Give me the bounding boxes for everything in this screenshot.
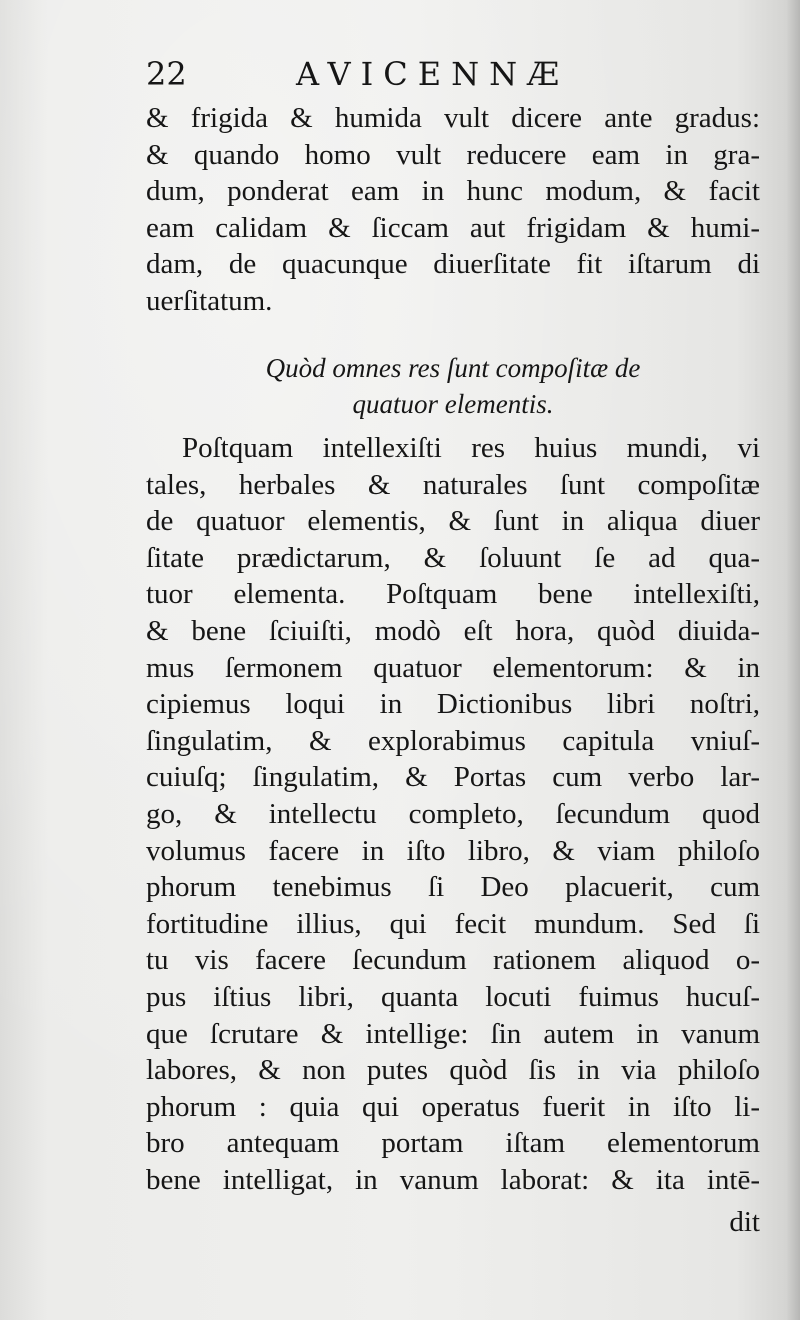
text-line: labores, & non putes quòd ſis in via philoſo [146, 1054, 760, 1087]
text-line: ſitate prædictarum, & ſoluunt ſe ad qua- [146, 541, 760, 574]
text-line: volumus facere in iſto libro, & viam philoſo [146, 834, 760, 867]
text-line: fortitudine illius, qui fecit mundum. Sed ſi [146, 907, 760, 940]
catchword: dit [729, 1206, 760, 1238]
text-line: tu vis facere ſecundum rationem aliquod o- [146, 944, 760, 977]
heading-line: quatuor elementis. [352, 389, 554, 419]
text-line: uerſitatum. [146, 284, 273, 317]
page-edge-shadow [786, 0, 800, 1320]
section-heading [146, 350, 760, 422]
text-line: pus iſtius libri, quanta locuti fuimus hucuſ- [146, 980, 760, 1013]
text-line: que ſcrutare & intellige: ſin autem in vanum [146, 1017, 760, 1050]
text-line: & frigida & humida vult dicere ante gradus: [146, 102, 760, 134]
running-head: AVICENNÆ [296, 55, 570, 93]
text-line: bene intelligat, in vanum laborat: & ita intē- [146, 1163, 760, 1196]
page-header [146, 52, 756, 96]
text-line: phorum : quia qui operatus fuerit in iſto li- [146, 1090, 760, 1123]
text-line: tales, herbales & naturales ſunt compoſitæ [146, 468, 760, 501]
paragraph-1 [146, 100, 760, 320]
text-line: eam calidam & ſiccam aut frigidam & humi- [146, 211, 760, 244]
text-line: de quatuor elementis, & ſunt in aliqua diuer [146, 505, 760, 538]
text-line: & bene ſciuiſti, modò eſt hora, quòd diuida- [146, 614, 760, 647]
text-line: cipiemus loqui in Dictionibus libri noſtri, [146, 688, 760, 721]
text-line: dam, de quacunque diuerſitate fit iſtarum di [146, 248, 760, 281]
paragraph-2 [146, 430, 760, 1198]
text-line: Poſtquam intellexiſti res huius mundi, vi [182, 432, 760, 464]
text-line: bro antequam portam iſtam elementorum [146, 1127, 760, 1160]
text-line: & quando homo vult reducere eam in gra- [146, 138, 760, 171]
text-line: tuor elementa. Poſtquam bene intellexiſti, [146, 578, 760, 611]
text-line: phorum tenebimus ſi Deo placuerit, cum [146, 871, 760, 904]
text-line: mus ſermonem quatuor elementorum: & in [146, 651, 760, 684]
heading-line: Quòd omnes res ſunt compoſitæ de [265, 353, 641, 383]
text-line: ſingulatim, & explorabimus capitula vniuſ- [146, 724, 760, 757]
text-line: go, & intellectu completo, ſecundum quod [146, 797, 760, 830]
page-number: 22 [146, 55, 187, 93]
text-line: dum, ponderat eam in hunc modum, & facit [146, 175, 760, 208]
text-line: cuiuſq; ſingulatim, & Portas cum verbo lar- [146, 761, 760, 794]
